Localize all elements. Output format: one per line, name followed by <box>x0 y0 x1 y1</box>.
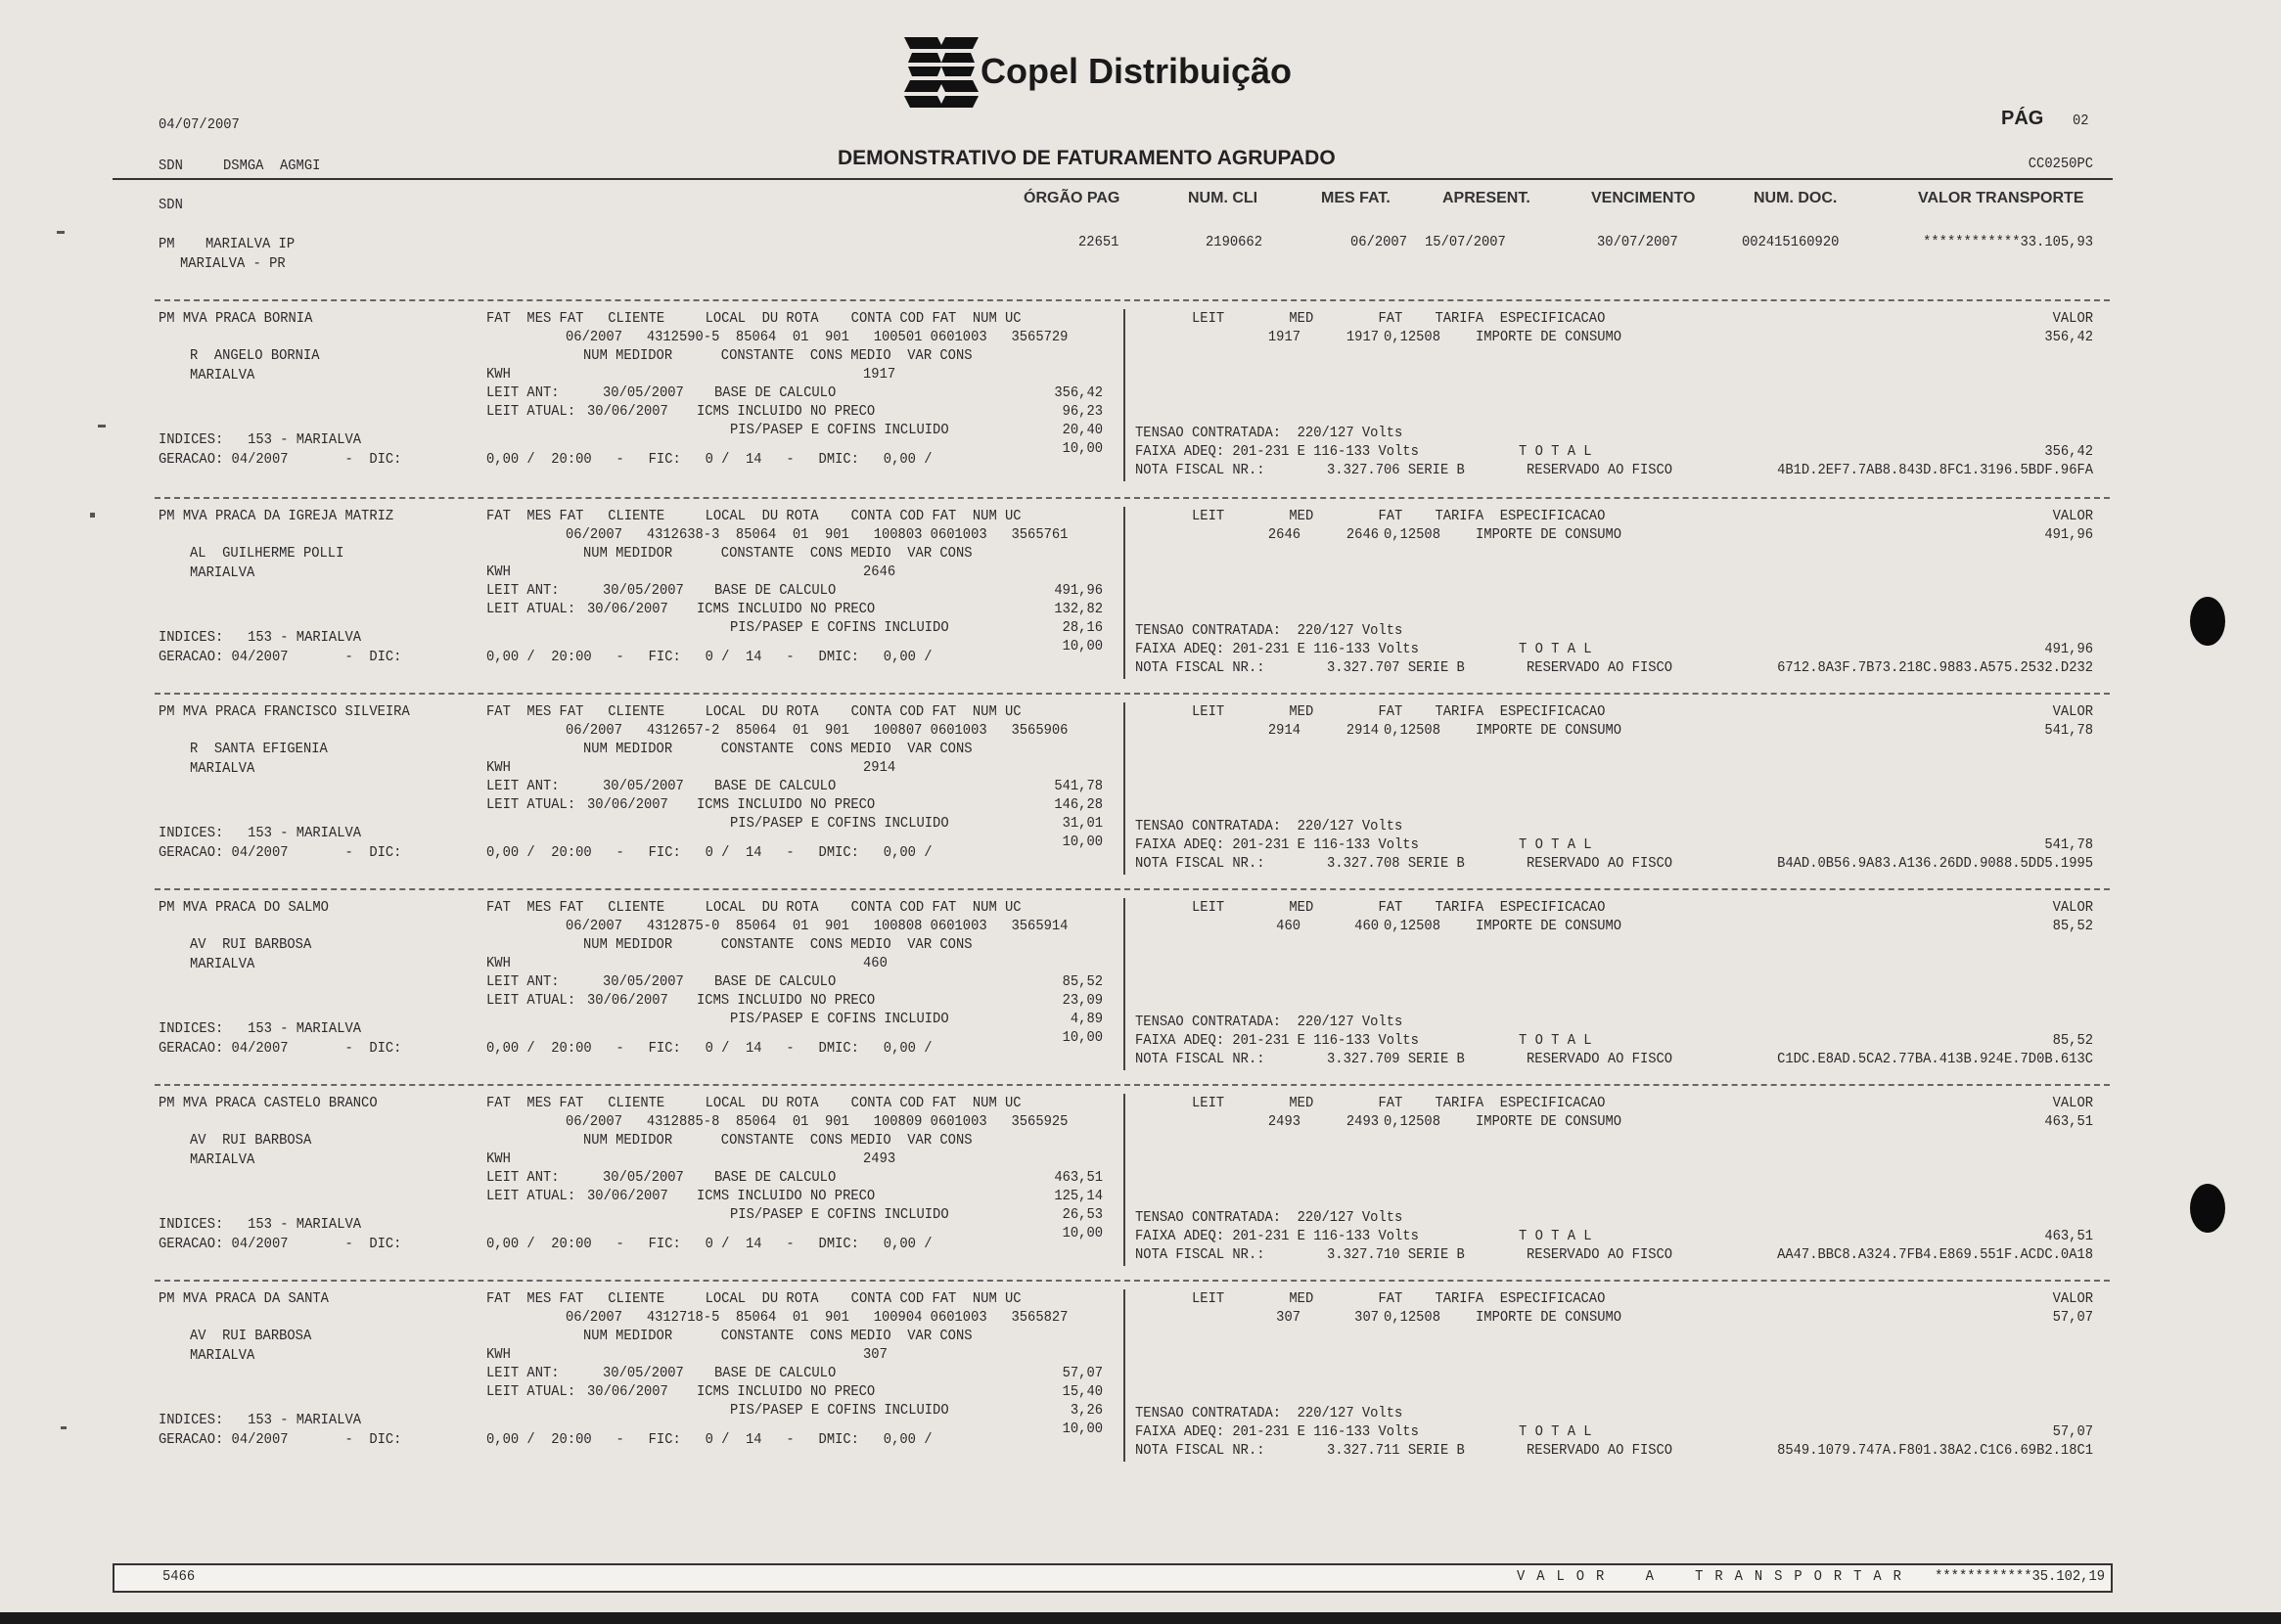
unit-code: DSMGA AGMGI <box>223 158 321 174</box>
base-calculo-label: BASE DE CALCULO <box>714 582 837 599</box>
col-mes-fat: MES FAT. <box>1321 190 1391 206</box>
entry-separator <box>155 1084 2110 1086</box>
leit-ant-date: 30/05/2007 <box>603 778 684 794</box>
entry-city: MARIALVA <box>190 1347 255 1364</box>
col-vencimento: VENCIMENTO <box>1591 190 1696 206</box>
client-valor-transporte: ************33.105,93 <box>1923 234 2093 250</box>
nota-value: 3.327.706 SERIE B <box>1327 462 1465 478</box>
entry-separator <box>155 299 2110 301</box>
pis-value: 26,53 <box>1062 1206 1103 1223</box>
fat-values: 06/2007 4312875-0 85064 01 901 100808 0601003 3565914 <box>566 918 1069 934</box>
entry-block <box>0 702 2281 888</box>
dic-line: 0,00 / 20:00 - FIC: 0 / 14 - DMIC: 0,00 / <box>486 1040 933 1057</box>
fat-header: FAT MES FAT CLIENTE LOCAL DU ROTA CONTA COD FAT NUM UC <box>486 1095 1022 1111</box>
entry-name: PM MVA PRACA DA SANTA <box>159 1290 329 1307</box>
base-calculo-label: BASE DE CALCULO <box>714 1365 837 1381</box>
client-type: PM <box>159 236 175 252</box>
entry-name: PM MVA PRACA BORNIA <box>159 310 313 327</box>
base-value: 57,07 <box>1062 1365 1103 1381</box>
pis-label: PIS/PASEP E COFINS INCLUIDO <box>730 1011 949 1027</box>
kwh-value: 2646 <box>863 564 896 580</box>
reservado-label: RESERVADO AO FISCO <box>1527 1051 1673 1067</box>
leit-atual-date: 30/06/2007 <box>587 601 668 617</box>
entry-divider <box>1123 1289 1125 1462</box>
leit-ant-label: LEIT ANT: <box>486 384 560 401</box>
client-mes-fat: 06/2007 <box>1350 234 1407 250</box>
fat-values: 06/2007 4312718-5 85064 01 901 100904 0601003 3565827 <box>566 1309 1069 1326</box>
entry-address: AL GUILHERME POLLI <box>190 545 344 562</box>
fat-values: 06/2007 4312657-2 85064 01 901 100807 0601003 3565906 <box>566 722 1069 739</box>
fat-header: FAT MES FAT CLIENTE LOCAL DU ROTA CONTA COD FAT NUM UC <box>486 1290 1022 1307</box>
entry-city: MARIALVA <box>190 564 255 581</box>
leit-ant-label: LEIT ANT: <box>486 1365 560 1381</box>
dic-line: 0,00 / 20:00 - FIC: 0 / 14 - DMIC: 0,00 / <box>486 451 933 468</box>
kwh-label: KWH <box>486 955 511 971</box>
entry-geracao: GERACAO: 04/2007 - DIC: <box>159 844 402 861</box>
kwh-value: 460 <box>863 955 888 971</box>
total-value: 541,78 <box>2044 836 2093 853</box>
leit-atual-label: LEIT ATUAL: <box>486 1188 576 1204</box>
entry-geracao: GERACAO: 04/2007 - DIC: <box>159 649 402 665</box>
leit-atual-label: LEIT ATUAL: <box>486 403 576 420</box>
valor-label: VALOR <box>2052 1095 2093 1111</box>
entry-separator <box>155 693 2110 695</box>
pis-value: 20,40 <box>1062 422 1103 438</box>
total-value: 57,07 <box>2052 1423 2093 1440</box>
total-value: 85,52 <box>2052 1032 2093 1049</box>
leit-ant-date: 30/05/2007 <box>603 1365 684 1381</box>
leit-atual-label: LEIT ATUAL: <box>486 1383 576 1400</box>
kwh-label: KWH <box>486 1150 511 1167</box>
dic-line: 0,00 / 20:00 - FIC: 0 / 14 - DMIC: 0,00 / <box>486 1431 933 1448</box>
valor-value: 356,42 <box>2044 329 2093 345</box>
valor-value: 463,51 <box>2044 1113 2093 1130</box>
page-number: 02 <box>2073 113 2089 129</box>
total-value: 463,51 <box>2044 1228 2093 1244</box>
fat-header: FAT MES FAT CLIENTE LOCAL DU ROTA CONTA COD FAT NUM UC <box>486 310 1022 327</box>
col-sdn: SDN <box>159 197 183 213</box>
entry-address: R SANTA EFIGENIA <box>190 741 328 757</box>
entry-indices: INDICES: 153 - MARIALVA <box>159 431 362 448</box>
leit-atual-date: 30/06/2007 <box>587 992 668 1009</box>
total-label: T O T A L <box>1519 1423 1592 1440</box>
scan-mark <box>90 513 95 518</box>
entry-address: R ANGELO BORNIA <box>190 347 320 364</box>
faixa-line: FAIXA ADEQ: 201-231 E 116-133 Volts <box>1135 443 1419 460</box>
entry-indices: INDICES: 153 - MARIALVA <box>159 1412 362 1428</box>
leit-ant-label: LEIT ANT: <box>486 973 560 990</box>
tensao-line: TENSAO CONTRATADA: 220/127 Volts <box>1135 1209 1403 1226</box>
entry-city: MARIALVA <box>190 956 255 972</box>
valor-value: 57,07 <box>2052 1309 2093 1326</box>
copel-logo-icon <box>900 35 982 113</box>
nota-label: NOTA FISCAL NR.: <box>1135 855 1265 872</box>
reservado-label: RESERVADO AO FISCO <box>1527 659 1673 676</box>
entry-indices: INDICES: 153 - MARIALVA <box>159 825 362 841</box>
reservado-label: RESERVADO AO FISCO <box>1527 462 1673 478</box>
entry-separator <box>155 497 2110 499</box>
valor-value: 85,52 <box>2052 918 2093 934</box>
importe-label: IMPORTE DE CONSUMO <box>1476 329 1622 345</box>
scan-mark <box>61 1426 67 1429</box>
tensao-line: TENSAO CONTRATADA: 220/127 Volts <box>1135 1405 1403 1421</box>
importe-label: IMPORTE DE CONSUMO <box>1476 1113 1622 1130</box>
entry-city: MARIALVA <box>190 367 255 383</box>
nota-label: NOTA FISCAL NR.: <box>1135 659 1265 676</box>
report-date: 04/07/2007 <box>159 116 240 133</box>
valor-label: VALOR <box>2052 899 2093 916</box>
col-apresent: APRESENT. <box>1442 190 1530 206</box>
entry-geracao: GERACAO: 04/2007 - DIC: <box>159 451 402 468</box>
pis-value: 31,01 <box>1062 815 1103 832</box>
fat-values: 06/2007 4312638-3 85064 01 901 100803 0601003 3565761 <box>566 526 1069 543</box>
footer-page-count: 5466 <box>162 1568 196 1585</box>
kwh-label: KWH <box>486 366 511 383</box>
scan-mark <box>57 231 65 234</box>
entry-separator <box>155 888 2110 890</box>
bottom-edge <box>0 1612 2281 1624</box>
entry-name: PM MVA PRACA FRANCISCO SILVEIRA <box>159 703 410 720</box>
leit-atual-date: 30/06/2007 <box>587 403 668 420</box>
faixa-line: FAIXA ADEQ: 201-231 E 116-133 Volts <box>1135 1032 1419 1049</box>
client-num-cli: 2190662 <box>1206 234 1262 250</box>
footer-transport-label: V A L O R A T R A N S P O R T A R <box>1517 1568 1903 1585</box>
col-num-cli: NUM. CLI <box>1188 190 1258 206</box>
fisco-code: 4B1D.2EF7.7AB8.843D.8FC1.3196.5BDF.96FA <box>1777 462 2093 478</box>
pis-label: PIS/PASEP E COFINS INCLUIDO <box>730 619 949 636</box>
kwh-label: KWH <box>486 759 511 776</box>
total-label: T O T A L <box>1519 1032 1592 1049</box>
entry-name: PM MVA PRACA CASTELO BRANCO <box>159 1095 378 1111</box>
nota-label: NOTA FISCAL NR.: <box>1135 1442 1265 1459</box>
icms-label: ICMS INCLUIDO NO PRECO <box>697 1188 876 1204</box>
entry-block <box>0 1289 2281 1475</box>
faixa-line: FAIXA ADEQ: 201-231 E 116-133 Volts <box>1135 1228 1419 1244</box>
med-value: 2914 <box>1267 722 1300 739</box>
base-calculo-label: BASE DE CALCULO <box>714 384 837 401</box>
icms-value: 15,40 <box>1062 1383 1103 1400</box>
med-value: 2646 <box>1267 526 1300 543</box>
entry-name: PM MVA PRACA DA IGREJA MATRIZ <box>159 508 394 524</box>
tarifa-value: 0,12508 <box>1384 1309 1440 1326</box>
leit-atual-date: 30/06/2007 <box>587 796 668 813</box>
tarifa-value: 0,12508 <box>1384 918 1440 934</box>
fat-value: 2646 <box>1346 526 1379 543</box>
fat-values: 06/2007 4312590-5 85064 01 901 100501 0601003 3565729 <box>566 329 1069 345</box>
col-orgao-pag: ÓRGÃO PAG <box>1024 190 1120 206</box>
base-value: 463,51 <box>1054 1169 1103 1186</box>
dmic-value: 10,00 <box>1062 1421 1103 1437</box>
fisco-code: 8549.1079.747A.F801.38A2.C1C6.69B2.18C1 <box>1777 1442 2093 1459</box>
leit-ant-label: LEIT ANT: <box>486 1169 560 1186</box>
nota-value: 3.327.711 SERIE B <box>1327 1442 1465 1459</box>
col-valor-transporte: VALOR TRANSPORTE <box>1918 190 2084 206</box>
nota-label: NOTA FISCAL NR.: <box>1135 1246 1265 1263</box>
entry-divider <box>1123 898 1125 1070</box>
header-rule <box>113 178 2113 180</box>
dmic-value: 10,00 <box>1062 440 1103 457</box>
tarifa-value: 0,12508 <box>1384 526 1440 543</box>
kwh-label: KWH <box>486 564 511 580</box>
leit-ant-date: 30/05/2007 <box>603 973 684 990</box>
entry-address: AV RUI BARBOSA <box>190 936 312 953</box>
fat-value: 1917 <box>1346 329 1379 345</box>
pis-label: PIS/PASEP E COFINS INCLUIDO <box>730 815 949 832</box>
base-value: 541,78 <box>1054 778 1103 794</box>
tensao-line: TENSAO CONTRATADA: 220/127 Volts <box>1135 818 1403 835</box>
fat-value: 2493 <box>1346 1113 1379 1130</box>
client-vencimento: 30/07/2007 <box>1597 234 1678 250</box>
tensao-line: TENSAO CONTRATADA: 220/127 Volts <box>1135 622 1403 639</box>
tarifa-value: 0,12508 <box>1384 329 1440 345</box>
report-code: CC0250PC <box>2028 156 2093 172</box>
leit-atual-label: LEIT ATUAL: <box>486 992 576 1009</box>
valor-label: VALOR <box>2052 508 2093 524</box>
dmic-value: 10,00 <box>1062 1225 1103 1241</box>
company-name: Copel Distribuição <box>981 51 1293 91</box>
importe-label: IMPORTE DE CONSUMO <box>1476 1309 1622 1326</box>
med-value: 460 <box>1276 918 1300 934</box>
leit-header: LEIT MED FAT TARIFA ESPECIFICACAO <box>1192 310 1606 327</box>
valor-label: VALOR <box>2052 703 2093 720</box>
left-code: SDN <box>159 158 183 174</box>
entry-separator <box>155 1280 2110 1282</box>
icms-value: 132,82 <box>1054 601 1103 617</box>
dmic-value: 10,00 <box>1062 1029 1103 1046</box>
entry-geracao: GERACAO: 04/2007 - DIC: <box>159 1040 402 1057</box>
punch-hole <box>2190 1184 2225 1233</box>
entry-block <box>0 1094 2281 1280</box>
total-value: 491,96 <box>2044 641 2093 657</box>
entry-geracao: GERACAO: 04/2007 - DIC: <box>159 1431 402 1448</box>
medidor-header: NUM MEDIDOR CONSTANTE CONS MEDIO VAR CONS <box>583 936 973 953</box>
client-name: MARIALVA IP <box>205 236 296 252</box>
kwh-value: 1917 <box>863 366 896 383</box>
medidor-header: NUM MEDIDOR CONSTANTE CONS MEDIO VAR CONS <box>583 347 973 364</box>
fat-header: FAT MES FAT CLIENTE LOCAL DU ROTA CONTA COD FAT NUM UC <box>486 703 1022 720</box>
entry-divider <box>1123 1094 1125 1266</box>
total-label: T O T A L <box>1519 1228 1592 1244</box>
dic-line: 0,00 / 20:00 - FIC: 0 / 14 - DMIC: 0,00 / <box>486 844 933 861</box>
pis-value: 3,26 <box>1070 1402 1103 1419</box>
base-calculo-label: BASE DE CALCULO <box>714 778 837 794</box>
leit-atual-label: LEIT ATUAL: <box>486 601 576 617</box>
entry-geracao: GERACAO: 04/2007 - DIC: <box>159 1236 402 1252</box>
total-label: T O T A L <box>1519 836 1592 853</box>
reservado-label: RESERVADO AO FISCO <box>1527 1442 1673 1459</box>
base-value: 356,42 <box>1054 384 1103 401</box>
faixa-line: FAIXA ADEQ: 201-231 E 116-133 Volts <box>1135 836 1419 853</box>
col-num-doc: NUM. DOC. <box>1754 190 1838 206</box>
client-city: MARIALVA - PR <box>180 255 286 272</box>
leit-header: LEIT MED FAT TARIFA ESPECIFICACAO <box>1192 1095 1606 1111</box>
pis-value: 28,16 <box>1062 619 1103 636</box>
med-value: 1917 <box>1267 329 1300 345</box>
importe-label: IMPORTE DE CONSUMO <box>1476 722 1622 739</box>
reservado-label: RESERVADO AO FISCO <box>1527 855 1673 872</box>
dmic-value: 10,00 <box>1062 638 1103 654</box>
leit-ant-label: LEIT ANT: <box>486 778 560 794</box>
leit-header: LEIT MED FAT TARIFA ESPECIFICACAO <box>1192 508 1606 524</box>
fisco-code: B4AD.0B56.9A83.A136.26DD.9088.5DD5.1995 <box>1777 855 2093 872</box>
kwh-value: 307 <box>863 1346 888 1363</box>
leit-header: LEIT MED FAT TARIFA ESPECIFICACAO <box>1192 703 1606 720</box>
icms-value: 96,23 <box>1062 403 1103 420</box>
entry-address: AV RUI BARBOSA <box>190 1132 312 1149</box>
entry-indices: INDICES: 153 - MARIALVA <box>159 629 362 646</box>
dmic-value: 10,00 <box>1062 834 1103 850</box>
entry-block <box>0 898 2281 1084</box>
fisco-code: 6712.8A3F.7B73.218C.9883.A575.2532.D232 <box>1777 659 2093 676</box>
nota-value: 3.327.710 SERIE B <box>1327 1246 1465 1263</box>
icms-label: ICMS INCLUIDO NO PRECO <box>697 403 876 420</box>
entry-divider <box>1123 702 1125 875</box>
base-value: 491,96 <box>1054 582 1103 599</box>
scan-mark <box>98 425 106 428</box>
pis-label: PIS/PASEP E COFINS INCLUIDO <box>730 422 949 438</box>
entry-city: MARIALVA <box>190 1151 255 1168</box>
fat-value: 307 <box>1354 1309 1379 1326</box>
entry-address: AV RUI BARBOSA <box>190 1328 312 1344</box>
total-label: T O T A L <box>1519 641 1592 657</box>
leit-ant-date: 30/05/2007 <box>603 1169 684 1186</box>
pis-label: PIS/PASEP E COFINS INCLUIDO <box>730 1402 949 1419</box>
kwh-value: 2493 <box>863 1150 896 1167</box>
dic-line: 0,00 / 20:00 - FIC: 0 / 14 - DMIC: 0,00 / <box>486 649 933 665</box>
document-title: DEMONSTRATIVO DE FATURAMENTO AGRUPADO <box>838 147 1336 169</box>
entry-block <box>0 507 2281 693</box>
pis-value: 4,89 <box>1070 1011 1103 1027</box>
dic-line: 0,00 / 20:00 - FIC: 0 / 14 - DMIC: 0,00 / <box>486 1236 933 1252</box>
valor-label: VALOR <box>2052 310 2093 327</box>
leit-ant-date: 30/05/2007 <box>603 384 684 401</box>
entry-divider <box>1123 507 1125 679</box>
importe-label: IMPORTE DE CONSUMO <box>1476 526 1622 543</box>
icms-value: 23,09 <box>1062 992 1103 1009</box>
total-value: 356,42 <box>2044 443 2093 460</box>
pis-label: PIS/PASEP E COFINS INCLUIDO <box>730 1206 949 1223</box>
reservado-label: RESERVADO AO FISCO <box>1527 1246 1673 1263</box>
leit-atual-date: 30/06/2007 <box>587 1383 668 1400</box>
leit-ant-date: 30/05/2007 <box>603 582 684 599</box>
valor-value: 491,96 <box>2044 526 2093 543</box>
fat-value: 2914 <box>1346 722 1379 739</box>
page-label: PÁG <box>2001 108 2044 129</box>
med-value: 307 <box>1276 1309 1300 1326</box>
tarifa-value: 0,12508 <box>1384 1113 1440 1130</box>
entry-city: MARIALVA <box>190 760 255 777</box>
punch-hole <box>2190 597 2225 646</box>
icms-value: 125,14 <box>1054 1188 1103 1204</box>
importe-label: IMPORTE DE CONSUMO <box>1476 918 1622 934</box>
leit-ant-label: LEIT ANT: <box>486 582 560 599</box>
valor-value: 541,78 <box>2044 722 2093 739</box>
icms-label: ICMS INCLUIDO NO PRECO <box>697 796 876 813</box>
client-num-doc: 002415160920 <box>1742 234 1840 250</box>
leit-atual-date: 30/06/2007 <box>587 1188 668 1204</box>
leit-header: LEIT MED FAT TARIFA ESPECIFICACAO <box>1192 1290 1606 1307</box>
client-orgao-pag: 22651 <box>1078 234 1119 250</box>
nota-label: NOTA FISCAL NR.: <box>1135 1051 1265 1067</box>
footer-transport-value: ************35.102,19 <box>1935 1568 2105 1585</box>
valor-label: VALOR <box>2052 1290 2093 1307</box>
base-calculo-label: BASE DE CALCULO <box>714 973 837 990</box>
entry-indices: INDICES: 153 - MARIALVA <box>159 1216 362 1233</box>
entry-divider <box>1123 309 1125 481</box>
medidor-header: NUM MEDIDOR CONSTANTE CONS MEDIO VAR CONS <box>583 1328 973 1344</box>
leit-header: LEIT MED FAT TARIFA ESPECIFICACAO <box>1192 899 1606 916</box>
tensao-line: TENSAO CONTRATADA: 220/127 Volts <box>1135 1014 1403 1030</box>
kwh-label: KWH <box>486 1346 511 1363</box>
fat-header: FAT MES FAT CLIENTE LOCAL DU ROTA CONTA COD FAT NUM UC <box>486 508 1022 524</box>
leit-atual-label: LEIT ATUAL: <box>486 796 576 813</box>
total-label: T O T A L <box>1519 443 1592 460</box>
entry-block <box>0 309 2281 495</box>
med-value: 2493 <box>1267 1113 1300 1130</box>
medidor-header: NUM MEDIDOR CONSTANTE CONS MEDIO VAR CONS <box>583 741 973 757</box>
icms-value: 146,28 <box>1054 796 1103 813</box>
faixa-line: FAIXA ADEQ: 201-231 E 116-133 Volts <box>1135 1423 1419 1440</box>
tensao-line: TENSAO CONTRATADA: 220/127 Volts <box>1135 425 1403 441</box>
fisco-code: C1DC.E8AD.5CA2.77BA.413B.924E.7D0B.613C <box>1777 1051 2093 1067</box>
fisco-code: AA47.BBC8.A324.7FB4.E869.551F.ACDC.0A18 <box>1777 1246 2093 1263</box>
tarifa-value: 0,12508 <box>1384 722 1440 739</box>
icms-label: ICMS INCLUIDO NO PRECO <box>697 1383 876 1400</box>
fat-header: FAT MES FAT CLIENTE LOCAL DU ROTA CONTA COD FAT NUM UC <box>486 899 1022 916</box>
client-apresent: 15/07/2007 <box>1425 234 1506 250</box>
entry-name: PM MVA PRACA DO SALMO <box>159 899 329 916</box>
nota-value: 3.327.707 SERIE B <box>1327 659 1465 676</box>
entry-indices: INDICES: 153 - MARIALVA <box>159 1020 362 1037</box>
nota-label: NOTA FISCAL NR.: <box>1135 462 1265 478</box>
nota-value: 3.327.709 SERIE B <box>1327 1051 1465 1067</box>
faixa-line: FAIXA ADEQ: 201-231 E 116-133 Volts <box>1135 641 1419 657</box>
nota-value: 3.327.708 SERIE B <box>1327 855 1465 872</box>
base-value: 85,52 <box>1062 973 1103 990</box>
icms-label: ICMS INCLUIDO NO PRECO <box>697 992 876 1009</box>
fat-value: 460 <box>1354 918 1379 934</box>
medidor-header: NUM MEDIDOR CONSTANTE CONS MEDIO VAR CONS <box>583 545 973 562</box>
base-calculo-label: BASE DE CALCULO <box>714 1169 837 1186</box>
medidor-header: NUM MEDIDOR CONSTANTE CONS MEDIO VAR CONS <box>583 1132 973 1149</box>
icms-label: ICMS INCLUIDO NO PRECO <box>697 601 876 617</box>
fat-values: 06/2007 4312885-8 85064 01 901 100809 0601003 3565925 <box>566 1113 1069 1130</box>
kwh-value: 2914 <box>863 759 896 776</box>
